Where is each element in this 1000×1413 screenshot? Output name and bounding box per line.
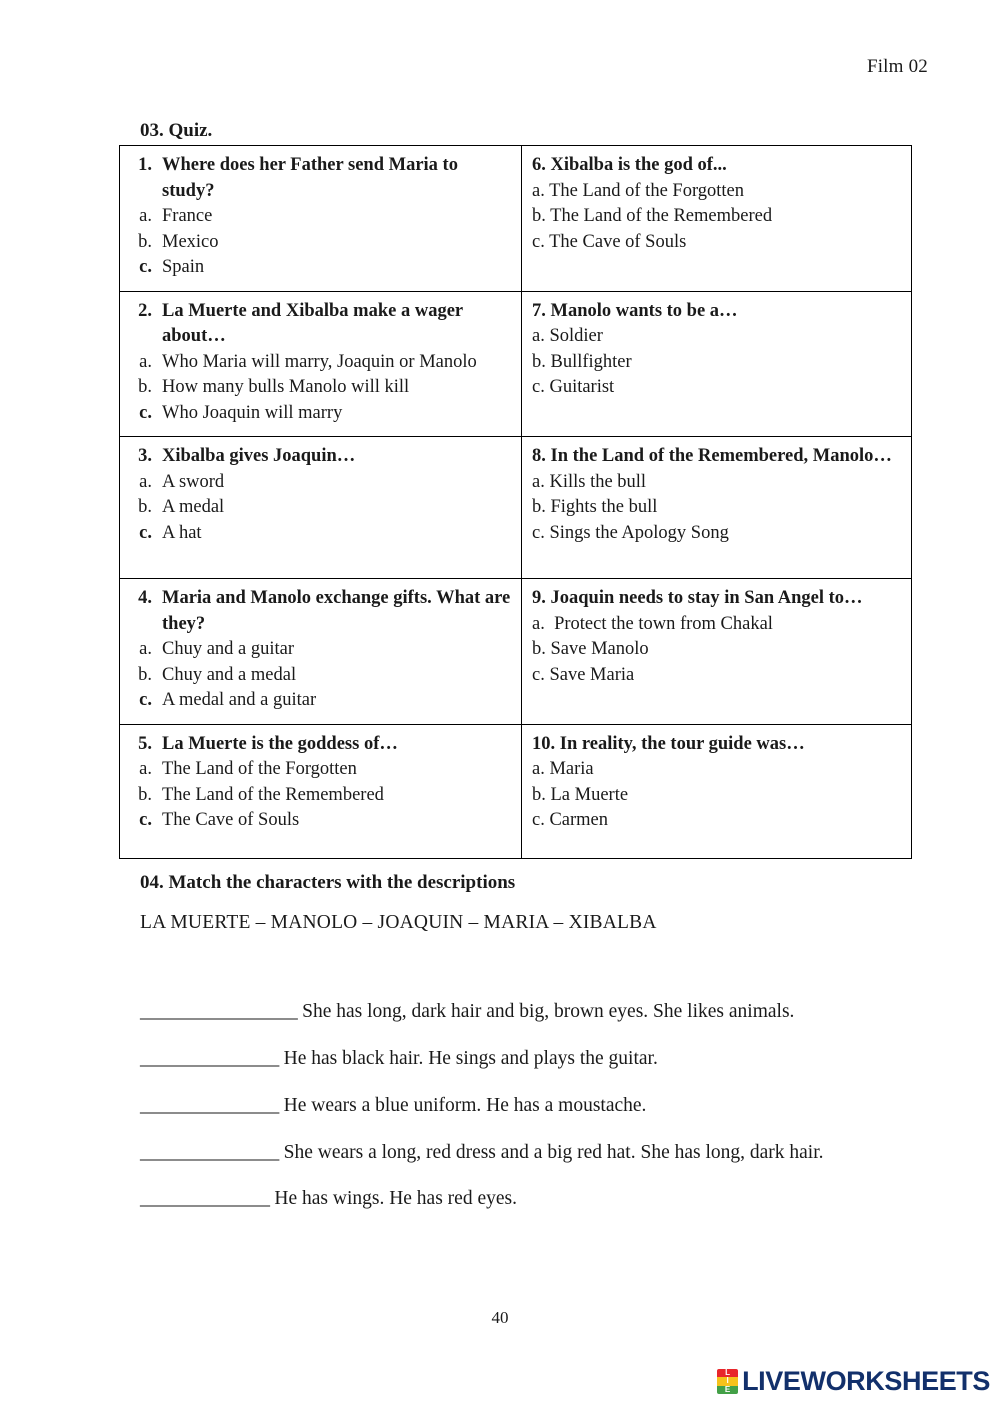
question-text: La Muerte and Xibalba make a wager about… [162, 300, 463, 347]
description-text: She wears a long, red dress and a big red hat. She has long, dark hair. [278, 1141, 824, 1163]
table-row [120, 724, 912, 858]
list-item[interactable] [140, 1139, 870, 1168]
match-word-bank: LA MUERTE – MANOLO – JOAQUIN – MARIA – XIBALBA [140, 912, 657, 933]
option-text: A sword [162, 471, 225, 492]
spacer [130, 546, 511, 568]
question-stem: 7. Manolo wants to be a… [532, 300, 738, 321]
option-text: France [162, 206, 213, 227]
option-row[interactable]: a. Maria [532, 759, 594, 780]
quiz-table [119, 145, 912, 859]
question-text: Where does her Father send Maria to study? [162, 155, 458, 201]
question-stem: 10. In reality, the tour guide was… [532, 733, 805, 754]
match-section-title: 04. Match the characters with the descriptions [140, 872, 516, 893]
option-row[interactable]: c. Save Maria [532, 664, 635, 685]
quiz-section-title: 03. Quiz. [140, 120, 213, 141]
option-row[interactable]: c. Guitarist [532, 377, 615, 398]
table-row [120, 146, 912, 292]
question-stem [130, 153, 511, 204]
option-row[interactable]: c. Sings the Apology Song [532, 522, 729, 543]
option-letter: b. [138, 231, 152, 252]
list-item[interactable] [140, 1045, 870, 1074]
list-item[interactable] [140, 1092, 870, 1121]
option-text: Who Maria will marry, Joaquin or Manolo [162, 351, 477, 372]
option-text: Chuy and a guitar [162, 639, 295, 660]
option-row[interactable] [130, 783, 511, 809]
answer-blank[interactable]: _______________ [140, 1094, 279, 1116]
option-row[interactable] [130, 757, 511, 783]
option-row[interactable]: a. Protect the town from Chakal [532, 613, 773, 634]
option-row[interactable] [130, 204, 511, 230]
table-row [120, 437, 912, 579]
option-text: The Land of the Forgotten [162, 759, 357, 780]
list-item[interactable] [140, 1185, 870, 1214]
question-stem: 8. In the Land of the Remembered, Manolo… [532, 446, 892, 467]
page-number: 40 [491, 1308, 509, 1327]
option-letter: b. [138, 377, 152, 398]
option-row[interactable] [130, 637, 511, 663]
question-stem: 6. Xibalba is the god of... [532, 155, 727, 175]
description-text: He wears a blue uniform. He has a moustache. [278, 1094, 647, 1116]
question-stem [130, 586, 511, 637]
option-letter: c. [139, 810, 152, 831]
logo-letter-l: L [717, 1369, 738, 1377]
option-row[interactable] [130, 521, 511, 547]
question-number: 1. [138, 155, 152, 175]
option-letter: a. [139, 351, 152, 372]
option-row[interactable] [130, 495, 511, 521]
question-stem: 9. Joaquin needs to stay in San Angel to… [532, 588, 863, 609]
quiz-cell-left-1 [120, 146, 522, 292]
quiz-cell-right-6 [522, 146, 912, 292]
question-stem [130, 299, 511, 350]
quiz-cell-left-4 [120, 579, 522, 725]
option-text: The Cave of Souls [162, 810, 300, 831]
option-letter: c. [139, 690, 152, 711]
description-text: He has black hair. He sings and plays the guitar. [278, 1047, 658, 1069]
option-row[interactable]: b. La Muerte [532, 784, 629, 805]
option-row[interactable]: b. Bullfighter [532, 351, 632, 372]
option-row[interactable]: b. Save Manolo [532, 639, 649, 660]
option-letter: b. [138, 664, 152, 685]
question-text: Xibalba gives Joaquin… [162, 446, 356, 467]
option-row[interactable]: b. Fights the bull [532, 497, 658, 518]
option-letter: b. [138, 784, 152, 805]
question-stem [130, 732, 511, 758]
option-row[interactable] [130, 230, 511, 256]
description-text: She has long, dark hair and big, brown eyes. She likes animals. [297, 1001, 795, 1022]
question-stem [130, 444, 511, 470]
option-row[interactable]: c. The Cave of Souls [532, 231, 687, 252]
option-text: A medal [162, 497, 225, 518]
option-letter: c. [139, 522, 152, 543]
quiz-cell-right-9 [522, 579, 912, 725]
logo-letter-i: I [717, 1377, 738, 1385]
option-letter: c. [139, 257, 152, 278]
option-text: A hat [162, 522, 202, 543]
option-text: A medal and a guitar [162, 690, 317, 711]
option-text: Who Joaquin will marry [162, 402, 343, 423]
option-text: How many bulls Manolo will kill [162, 377, 410, 398]
option-letter: a. [139, 206, 152, 227]
option-text: Mexico [162, 231, 219, 252]
match-items-list [140, 998, 870, 1232]
option-row[interactable] [130, 470, 511, 496]
option-text: The Land of the Remembered [162, 784, 384, 805]
answer-blank[interactable]: _______________ [140, 1141, 279, 1163]
table-row [120, 291, 912, 437]
option-row[interactable]: a. The Land of the Forgotten [532, 180, 745, 201]
answer-blank[interactable]: _______________ [140, 1047, 279, 1069]
option-row[interactable] [130, 688, 511, 714]
option-row[interactable]: c. Carmen [532, 810, 609, 831]
logo-wordmark: LIVEWORKSHEETS [742, 1366, 990, 1396]
question-text: La Muerte is the goddess of… [162, 733, 398, 754]
option-row[interactable] [130, 808, 511, 834]
quiz-cell-right-7 [522, 291, 912, 437]
quiz-cell-left-5 [120, 724, 522, 858]
spacer [130, 834, 511, 848]
option-row[interactable]: a. Kills the bull [532, 471, 647, 492]
page-header-label: Film 02 [866, 56, 928, 77]
option-text: Chuy and a medal [162, 664, 297, 685]
answer-blank[interactable]: ______________ [140, 1188, 270, 1210]
answer-blank[interactable]: _________________ [140, 1001, 298, 1022]
option-row[interactable]: a. Soldier [532, 326, 603, 347]
question-number: 2. [138, 300, 152, 321]
quiz-cell-right-8 [522, 437, 912, 579]
option-row[interactable] [130, 401, 511, 427]
table-row [120, 579, 912, 725]
description-text: He has wings. He has red eyes. [269, 1188, 517, 1210]
option-letter: a. [139, 759, 152, 780]
question-number: 3. [138, 446, 152, 467]
logo-letter-e: E [717, 1386, 738, 1394]
question-text: Maria and Manolo exchange gifts. What are they? [162, 588, 511, 634]
option-row[interactable] [130, 255, 511, 281]
quiz-cell-left-2 [120, 291, 522, 437]
option-row[interactable] [130, 350, 511, 376]
option-letter: c. [139, 402, 152, 423]
option-row[interactable] [130, 375, 511, 401]
option-row[interactable]: b. The Land of the Remembered [532, 206, 773, 227]
logo-mark-icon [717, 1369, 738, 1394]
option-text: Spain [162, 257, 205, 278]
question-number: 4. [138, 588, 152, 609]
quiz-cell-right-10 [522, 724, 912, 858]
list-item[interactable] [140, 998, 870, 1027]
option-letter: b. [138, 497, 152, 518]
option-letter: a. [139, 639, 152, 660]
option-letter: a. [139, 471, 152, 492]
quiz-cell-left-3 [120, 437, 522, 579]
question-number: 5. [138, 733, 152, 754]
liveworksheets-logo [717, 1366, 990, 1397]
option-row[interactable] [130, 663, 511, 689]
